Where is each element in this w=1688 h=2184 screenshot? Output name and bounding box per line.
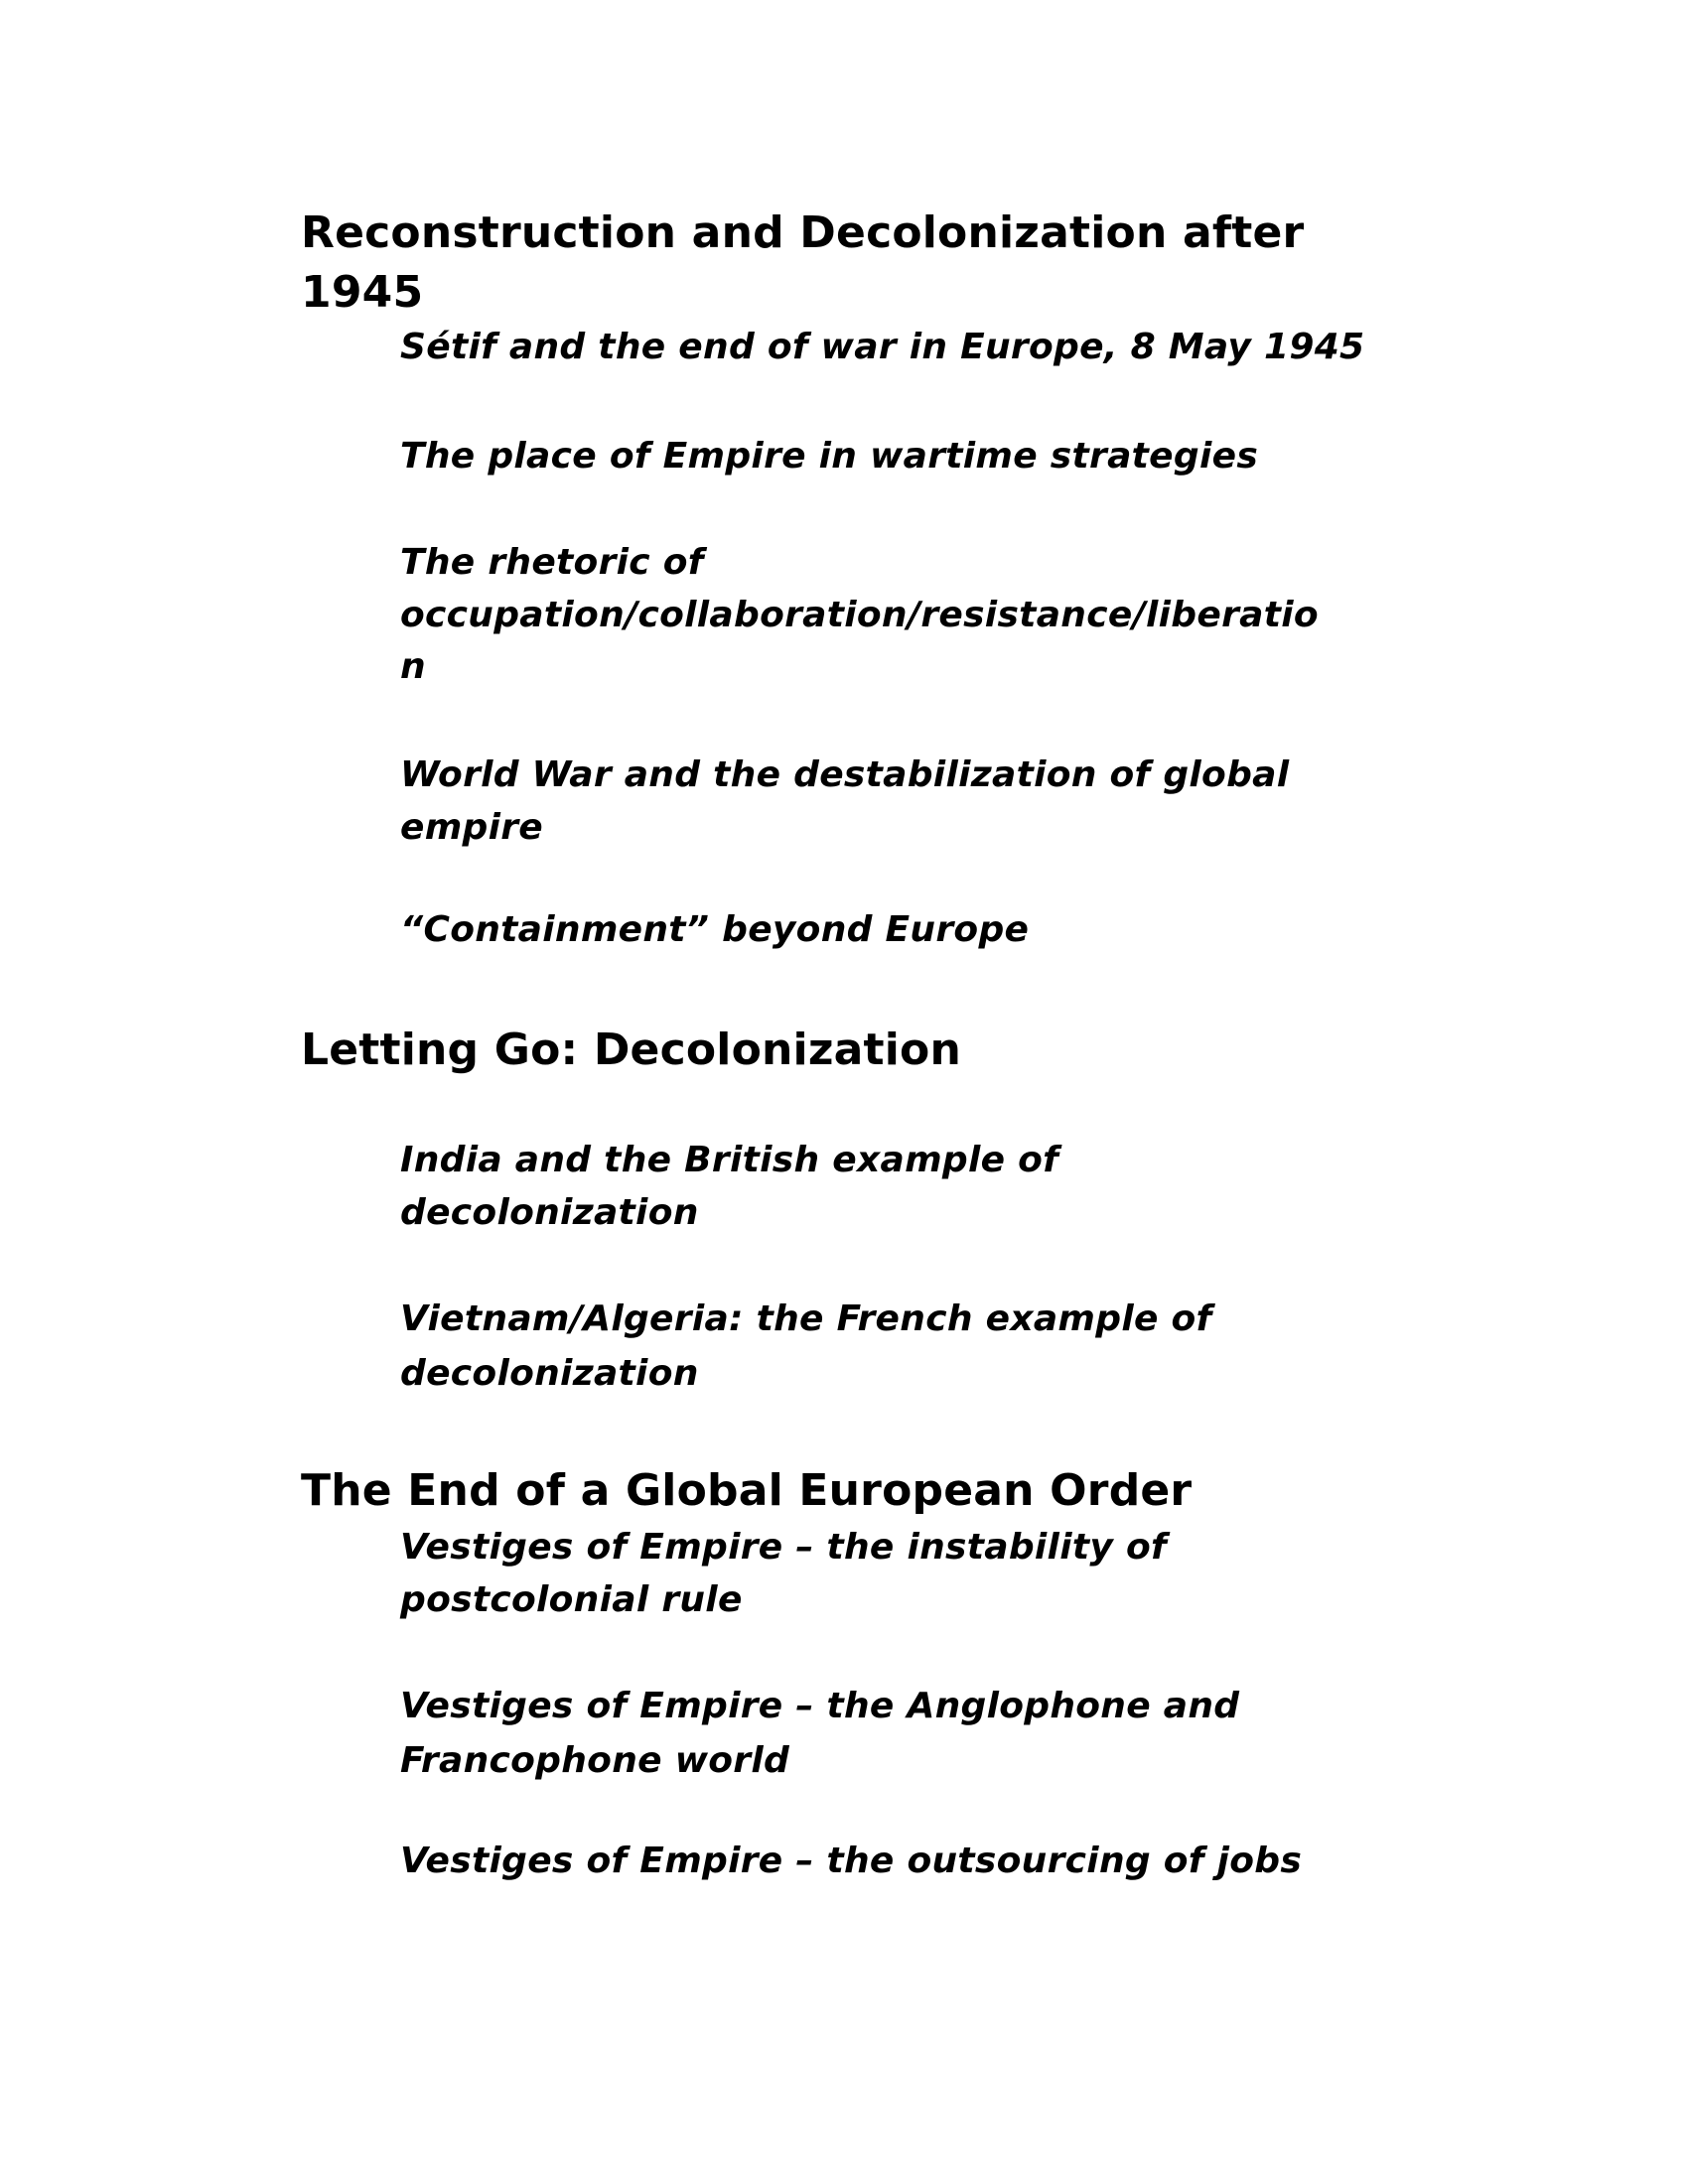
- section-heading: Letting Go: Decolonization: [301, 1024, 961, 1075]
- topic-line: Vestiges of Empire – the outsourcing of jobs: [400, 1841, 1303, 1881]
- topic-line: decolonization: [400, 1192, 699, 1233]
- topic-line: n: [400, 646, 426, 687]
- topic-line: postcolonial rule: [400, 1579, 743, 1620]
- topic-line: Vestiges of Empire – the Anglophone and: [400, 1686, 1240, 1726]
- topic-line: empire: [400, 807, 544, 848]
- topic-line: Sétif and the end of war in Europe, 8 May 1945: [400, 327, 1365, 367]
- topic-line: “Containment” beyond Europe: [400, 909, 1030, 950]
- section-heading: The End of a Global European Order: [301, 1465, 1193, 1516]
- section-heading-continued: 1945: [301, 267, 424, 318]
- topic-line: Francophone world: [400, 1740, 790, 1781]
- topic-line: occupation/collaboration/resistance/liberatio: [400, 595, 1319, 635]
- topic-line: The place of Empire in wartime strategies: [400, 436, 1259, 477]
- topic-line: Vestiges of Empire – the instability of: [400, 1527, 1167, 1568]
- topic-line: World War and the destabilization of global: [400, 754, 1290, 795]
- topic-line: India and the British example of: [400, 1140, 1059, 1180]
- topic-line: decolonization: [400, 1353, 699, 1394]
- section-heading: Reconstruction and Decolonization after: [301, 207, 1305, 258]
- topic-line: The rhetoric of: [400, 542, 704, 583]
- topic-line: Vietnam/Algeria: the French example of: [400, 1298, 1212, 1339]
